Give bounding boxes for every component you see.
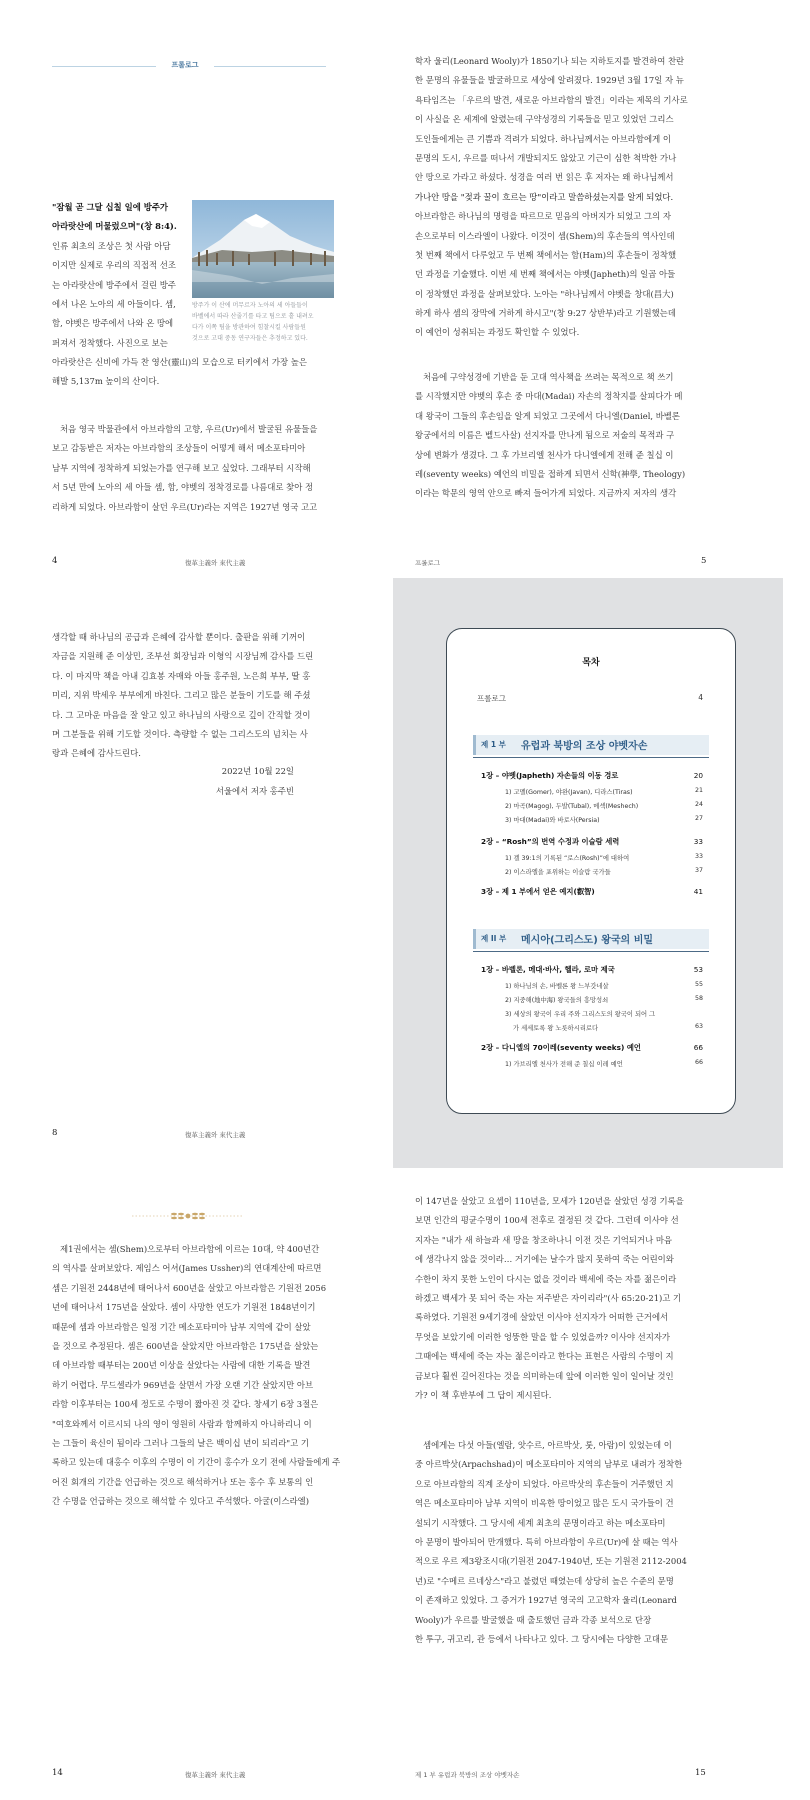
page-14 [0,1210,405,1800]
photo-caption [192,300,338,344]
text-line: 리하게 되었다. 아브라함이 살던 우르(Ur)라는 지역은 1927년 영국 고고 [52,501,318,512]
text-line: 처음에 구약성경에 기반을 둔 고대 역사책을 쓰려는 목적으로 책 쓰기 [423,372,674,382]
toc-entry-label: 1장 – 바벨론, 메대·바사, 헬라, 로마 제국 [481,965,615,974]
text-line: 서 5년 만에 노아의 세 아들 셈, 함, 야벳의 정착경로를 나름대로 찾아 정 [52,482,314,493]
text-line: 아 문명이 발아되어 만개했다. 특히 아브라함이 우르(Ur)에 살 때는 역사 [415,1536,678,1547]
body-text-a [415,52,707,343]
text-line: 을 것으로 추정된다. 셈은 600년을 살았지만 아브라함은 175년을 살았는 [52,1340,319,1351]
toc-entry-page: 27 [694,815,703,822]
body-text-a [52,198,192,353]
text-line: 랑과 은혜에 감사드린다. [52,748,141,759]
page-8 [0,580,405,1170]
toc-entry-page: 66 [694,1059,703,1066]
toc-entry-label: 1) 겔 39:1의 기록된 “로스(Rosh)”에 대하여 [505,855,630,862]
text-line: 는 그들이 육신이 됨이라 그러나 그들의 날은 백이십 년이 되리라"고 기 [52,1437,309,1448]
toc-entry-label: 3) 세상의 왕국이 우리 주와 그리스도의 왕국이 되어 그 [505,1011,656,1018]
text-line: 아브라함은 하나님의 명령을 따르므로 믿음의 아버지가 되었고 그의 자 [415,211,671,222]
toc-chapter[interactable] [481,965,703,975]
toc-entry-page: 53 [693,965,703,974]
toc-entry-label: 1) 고멜(Gomer), 야완(Javan), 디라스(Tiras) [505,789,633,796]
running-footer: 復革主義와 來代主義 [185,559,246,567]
page-number: 15 [695,1768,706,1778]
toc-entry-page: 63 [694,1023,703,1030]
signature-line: 서울에서 저자 홍주빈 [215,786,294,796]
text-line: 보면 인간의 평균수명이 100세 전후로 결정된 것 같다. 그런데 이사야 선 [415,1215,679,1226]
text-line: 보고 감동받은 저자는 아브라함의 조상들이 어떻게 해서 메소포타미아 [52,443,306,454]
toc-subentry[interactable] [505,867,703,876]
toc-subentry[interactable] [513,1023,703,1032]
page-4 [0,0,405,570]
text-line: 록하고 있는데 대홍수 이후의 수명이 이 기간이 홍수가 오기 전에 사람들에게 주 [52,1457,341,1468]
toc-subentry[interactable] [505,815,703,824]
header-rule-left [52,66,156,67]
text-line: 이 정착했던 과정을 살펴보았다. 노아는 "하나님께서 야벳을 창대(昌大) [415,288,674,299]
toc-entry-page: 33 [694,853,703,860]
page-number: 4 [52,556,58,566]
body-text-b [415,368,707,504]
body-text [52,628,344,764]
toc-subentry[interactable] [505,787,703,796]
text-line: 가나안 땅을 "젖과 꿀이 흐르는 땅"이라고 말씀하셨는지를 알게 되었다. [415,191,674,202]
text-line: 던 과정을 기술했다. 이번 세 번째 책에서는 야벳(Japheth)의 일곱 아들 [415,269,676,280]
text-line: 손으로부터 이스라엘이 나왔다. 이것이 셈(Shem)의 후손들의 역사인데 [415,230,675,241]
toc-entry-page: 37 [694,867,703,874]
toc-subentry[interactable] [505,801,703,810]
text-line: 가? 이 책 후반부에 그 답이 제시된다. [415,1389,552,1400]
text-line: 수한이 차지 못한 노인이 다시는 없을 것이라 백세에 죽는 자를 젊은이라 [415,1273,677,1284]
text-line: 처음 영국 박물관에서 아브라함의 고향, 우르(Ur)에서 발굴된 유물들을 [60,424,318,434]
text-line: 지자는 "내가 새 하늘과 새 땅을 창조하나니 이전 것은 기억되거나 마음 [415,1234,672,1245]
text-line: 역은 메소포타미아 남부 지역이 비옥한 땅이었고 많은 도시 국가들이 건 [415,1498,674,1509]
text-line: 왕궁에서의 이름은 벨드사살) 선지자를 만나게 됨으로 저술의 목적과 구 [415,430,675,441]
text-line: 의 역사를 살펴보았다. 제임스 어셔(James Ussher)의 연대계산에 따르면 [52,1263,322,1274]
text-line: 어진 회개의 기간을 언급하는 것으로 해석하거나 또는 홍수 후 보통의 인 [52,1476,314,1487]
text-line: 때문에 셈과 아브라함은 일정 기간 메소포타미아 남부 지역에 같이 살았 [52,1321,311,1332]
text-line: Wooly)가 우르를 발굴했을 때 출토했던 금과 각종 보석으로 단장 [415,1614,652,1625]
page-15 [405,1196,810,1800]
text-line: 며 그분들을 위해 기도할 것이다. 측량할 수 없는 그리스도의 넘치는 사 [52,728,308,739]
text-line: 생각할 때 하나님의 공급과 은혜에 감사할 뿐이다. 출판을 위해 기꺼이 [52,632,306,642]
text-line: 레(seventy weeks) 예언의 비밀을 접하게 되면서 신학(神學, Theology) [415,468,686,479]
caption-line: 것으로 고대 중동 연구자들은 추정하고 있다. [192,335,308,342]
toc-entry-page: 41 [693,887,703,896]
text-line: 년에 태어나서 175년을 살았다. 셈이 사망한 연도가 기원전 1848년이기 [52,1302,316,1313]
text-line: 욕타임즈는 「우르의 발견, 새로운 아브라함의 발견」이라는 제목의 기사로 [415,94,688,105]
text-line: 하게 하사 셈의 장막에 거하게 하시고"(창 9:27 상반부)라고 기원했는데 [415,308,676,319]
text-line: 해발 5,137m 높이의 산이다. [52,376,160,387]
toc-chapter[interactable] [481,1043,703,1053]
toc-entry-label: 2) 지중해(地中海) 왕국들의 흥망성쇠 [505,997,609,1004]
text-line: 으로 아브라함의 직계 조상이 되었다. 아르박삿의 후손들이 거주했던 지 [415,1478,674,1489]
caption-line: 다가 이쪽 팀을 방관하여 힘찰시킬 사람들원 [192,324,306,331]
body-text-a [415,1192,707,1405]
text-line: 이 예언이 성취되는 과정도 확인할 수 있었다. [415,327,580,338]
text-line: 이 존재하고 있었다. 그 증거가 1927년 영국의 고고학자 울리(Leonard [415,1595,677,1606]
toc-entry-page: 21 [694,787,703,794]
text-line: 셈에게는 다섯 아들(엘람, 앗수르, 아르박삿, 룻, 아람)이 있었는데 이 [423,1440,672,1450]
page-number: 5 [701,556,707,566]
body-text-a2 [52,353,342,392]
text-line: 자금을 지원해 준 이상민, 조부선 회장님과 이형익 시장님께 감사를 드린 [52,651,314,662]
text-line: 셈은 기원전 2448년에 태어나서 600년을 살았고 아브라함은 기원전 2056 [52,1282,327,1293]
toc-part-2-title: 메시아(그리스도) 왕국의 비밀 [521,935,654,946]
text-line: 그때에는 백세에 죽는 자는 젊은이라고 한다는 표현은 사람의 수명이 지 [415,1351,674,1362]
text-line: 하겠고 백세가 못 되어 죽는 자는 저주받은 자이리라"(사 65:20-21)고 기 [415,1292,682,1303]
text-line: 중 아르박삿(Arpachshad)이 메소포타미아 지역의 남부로 내려가 정착한 [415,1459,683,1470]
toc-subentry[interactable] [505,1009,703,1018]
text-line: 첫 번째 책에서 다루었고 두 번째 책에서는 함(Ham)의 후손들이 정착했 [415,249,677,260]
text-line: 안 땅으로 가라고 하셨다. 성경을 여러 번 읽은 후 저자는 왜 하나님께서 [415,172,674,183]
toc-prologue[interactable] [477,693,703,704]
toc-chapter[interactable] [481,771,703,781]
text-line: 미리, 지위 박세우 부부에게 바친다. 그리고 많은 분들이 기도를 해 주셨 [52,690,311,701]
text-line: 에서 나온 노아의 세 아들이다. 셈, [52,298,176,309]
toc-part-2-rule [473,951,709,952]
page-number: 14 [52,1768,63,1778]
text-line: 는 아라랏산에 방주에서 걸린 방주 [52,279,176,290]
text-line: 이 147년을 살았고 요셉이 110년을, 모세가 120년을 살았던 성경 기록을 [415,1196,684,1206]
text-line: 아라랏산에 머물렀으며"(창 8:4). [52,221,177,232]
toc-entry-page: 66 [693,1043,703,1052]
toc-entry-label: 2장 – “Rosh”의 번역 수정과 이슬람 세력 [481,837,620,846]
text-line: 한 문명의 유물들을 발굴하므로 세상에 알려졌다. 1929년 3월 17일 자 뉴 [415,75,684,86]
toc-entry-label: 1) 하나님의 손, 바벨론 왕 느부갓네살 [505,983,609,990]
text-line: "잠월 곧 그달 십칠 일에 방주가 [52,202,169,212]
text-line: 데 아브라함 때부터는 200년 이상을 살았다는 사람에 대한 기록을 발견 [52,1360,311,1371]
toc-entry-label: 프롤로그 [477,694,506,703]
page-5 [405,0,810,570]
text-line: 설되기 시작했다. 그 당시에 세계 최초의 문명이라고 하는 메소포타미 [415,1517,666,1528]
text-line: 에 생각나지 않을 것이라… 거기에는 날수가 많지 못하여 죽는 어린이와 [415,1254,674,1265]
text-line: 학자 울리(Leonard Wooly)가 1850기나 되는 지하토지를 발견하여 찬란 [415,56,685,66]
text-line: 를 시작했지만 야벳의 후손 중 마대(Madai) 자손의 정착지를 살피다가 메 [415,391,683,402]
running-header: 프롤로그 [171,61,199,69]
toc-part-1-no: 제 1 부 [481,740,506,749]
toc-entry-page: 4 [698,693,703,702]
text-line: 이 사실을 온 세계에 알렸는데 구약성경의 기록들을 믿고 있었던 그리스 [415,114,674,125]
toc-entry-label: 3) 마대(Madai)와 바로사(Persia) [505,817,600,824]
text-line: 퍼져서 정착했다. 사진으로 보는 [52,337,168,348]
text-line: 다. 이 마지막 책을 아내 김효봉 자매와 아들 홍주원, 노은희 부부, 딸 홍 [52,670,311,681]
text-line: 남부 지역에 정착하게 되었는가를 연구해 보고 싶었다. 그래부터 시작해 [52,462,311,473]
text-line: 아라랏산은 신비에 가득 찬 영산(靈山)의 모습으로 터키에서 가장 높은 [52,357,307,367]
toc-subentry[interactable] [505,981,703,990]
toc-entry-label: 가 세세토록 왕 노릇하시리로다 [513,1025,599,1032]
text-line: 함, 야벳은 방주에서 나와 온 땅에 [52,318,174,329]
toc-entry-label: 3장 – 제 1 부에서 얻은 예지(叡智) [481,887,595,896]
toc-chapter[interactable] [481,837,703,847]
text-line: "여호와께서 이르시되 나의 영이 영원히 사람과 함께하지 아니하리니 이 [52,1418,312,1429]
page-number: 8 [52,1128,58,1138]
body-text-b [52,420,342,517]
text-line: 이지만 실제로 우리의 직접적 선조 [52,260,176,271]
toc-entry-label: 2) 마곡(Magog), 두발(Tubal), 메섹(Meshech) [505,803,639,810]
text-line: 라함 이후부터는 100세 정도로 수명이 짧아진 것 같다. 창세기 6장 3절은 [52,1399,319,1410]
toc-entry-label: 2장 – 다니엘의 70이레(seventy weeks) 예언 [481,1043,641,1052]
toc-part-1-rule [473,757,709,758]
text-line: 금보다 훨씬 길어진다는 것을 의미하는데 앞에 이러한 일이 일어날 것인 [415,1370,674,1381]
text-line: 년)로 "수메르 르네상스"라고 불렸던 때였는데 상당히 높은 수준의 문명 [415,1575,674,1586]
toc-title: 목차 [582,658,600,668]
toc-entry-label: 2) 이스라엘을 포위하는 이슬람 국가들 [505,869,611,876]
ararat-photo [192,200,334,298]
running-footer: 프롤로그 [415,559,441,567]
text-line: 록하였다. 기원전 9세기경에 살았던 이사야 선지자가 어떠한 근거에서 [415,1312,669,1323]
text-line: 하기 어렵다. 무드셀라가 969년을 살면서 가장 오랜 기간 살았지만 아브 [52,1379,314,1390]
toc-part-2-no: 제 II 부 [481,934,507,943]
toc-entry-page: 55 [694,981,703,988]
caption-line: 바벨에서 따라 산줄기를 타고 팀으로 흩 내려오 [192,313,314,320]
toc-entry-label: 1장 – 야벳(Japheth) 자손들의 이동 경로 [481,771,619,780]
laurel-ornament [128,1210,248,1222]
date-line: 2022년 10월 22일 [221,766,294,776]
toc-part-1-title: 유럽과 북방의 조상 야벳자손 [521,741,648,752]
running-footer: 復革主義와 來代主義 [185,1131,246,1139]
text-line: 도인들에게는 큰 기쁨과 격려가 되었다. 하나님께서는 아브라함에게 이 [415,133,671,144]
toc-entry-page: 33 [693,837,703,846]
running-footer: 제 1 부 유럽과 북방의 조상 야벳자손 [415,1771,520,1779]
toc-subentry[interactable] [505,1059,703,1068]
text-line: 인류 최초의 조상은 첫 사람 아담 [52,240,171,251]
toc-entry-page: 24 [694,801,703,808]
text-line: 대 왕국이 그들의 후손임을 알게 되었고 그곳에서 다니엘(Daniel, 바벨론 [415,410,680,421]
toc-chapter[interactable] [481,887,703,897]
running-footer: 復革主義와 來代主義 [185,1771,246,1779]
toc-entry-page: 58 [694,995,703,1002]
toc-subentry[interactable] [505,853,703,862]
toc-entry-page: 20 [693,771,703,780]
text-line: 간 수명을 언급하는 것으로 해석할 수 있다고 주석했다. 아굴(이스라엘) [52,1496,310,1507]
text-line: 무엇을 보았기에 이러한 엉뚱한 말을 할 수 있었을까? 이사야 선지자가 [415,1331,670,1342]
toc-card [446,628,736,1114]
text-line: 제1권에서는 셈(Shem)으로부터 아브라함에 이르는 10대, 약 400년간 [60,1244,320,1254]
toc-entry-label: 1) 가브리엘 천사가 전해 준 칠십 이레 예언 [505,1061,623,1068]
text-line: 적으로 우르 제3왕조시대(기원전 2047-1940년, 또는 기원전 2112-2004 [415,1556,687,1567]
text-line: 문명의 도시, 우르를 떠나서 개발되지도 않았고 기근이 심한 척박한 가나 [415,152,677,163]
toc-subentry[interactable] [505,995,703,1004]
text-line: 한 투구, 귀고리, 관 등에서 나타나고 있다. 그 당시에는 다양한 고대문 [415,1633,669,1644]
header-rule-right [214,66,326,67]
text-line: 상에 변화가 생겼다. 그 후 가브리엘 천사가 다니엘에게 전해 준 칠십 이 [415,449,674,460]
text-line: 다. 그 고마운 마음을 잘 알고 있고 하나님의 사랑으로 깊이 간직할 것이 [52,709,311,720]
caption-line: 방주가 이 산에 머무르자 노아의 세 아들들이 [192,302,308,309]
text-line: 이라는 학문의 영역 안으로 빠져 들어가게 되었다. 지금까지 저자의 생각 [415,488,677,499]
body-text-b [415,1436,707,1649]
body-text [52,1240,344,1511]
